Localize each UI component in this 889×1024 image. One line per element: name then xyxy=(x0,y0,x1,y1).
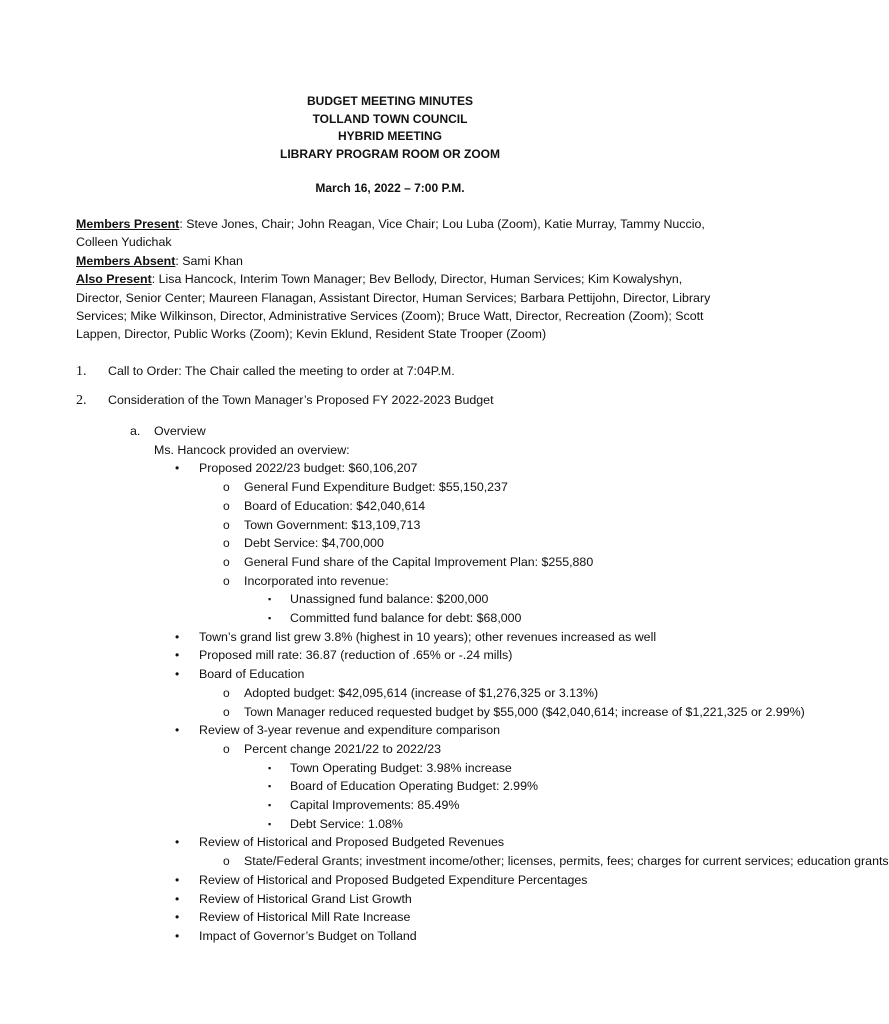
list-item xyxy=(130,890,720,909)
list-item-text: Review of Historical and Proposed Budgeted Expenditure Percentages xyxy=(199,872,588,887)
list-item xyxy=(130,908,720,927)
meeting-date: March 16, 2022 – 7:00 P.M. xyxy=(315,181,465,195)
list-item xyxy=(130,833,720,852)
bullet-circle-icon: o xyxy=(223,685,230,700)
members-absent-label: Members Absent xyxy=(76,253,176,268)
subsection-heading xyxy=(130,422,720,441)
header-location: LIBRARY PROGRAM ROOM OR ZOOM xyxy=(280,146,500,161)
list-item xyxy=(130,684,720,703)
list-item-text: Town Manager reduced requested budget by $55,000 ($42,040,614; increase of $1,221,325 or 2.99%) xyxy=(244,704,805,719)
list-item xyxy=(130,871,720,890)
list-item-text: Capital Improvements: 85.49% xyxy=(290,798,460,813)
list-item xyxy=(130,815,720,834)
bullet-circle-icon: o xyxy=(223,498,230,513)
bullet-dot-icon: • xyxy=(175,723,180,738)
bullet-circle-icon: o xyxy=(223,554,230,569)
bullet-circle-icon: o xyxy=(223,536,230,551)
bullet-dot-icon: • xyxy=(175,835,180,850)
list-item-text: Town’s grand list grew 3.8% (highest in 10 years); other revenues increased as well xyxy=(199,629,657,644)
list-item xyxy=(130,759,720,778)
bullet-circle-icon: o xyxy=(223,573,230,588)
header-council: TOLLAND TOWN COUNCIL xyxy=(312,111,468,126)
list-item-text: Town Operating Budget: 3.98% increase xyxy=(290,760,512,775)
list-item xyxy=(130,553,720,572)
list-item xyxy=(130,516,720,535)
members-present-text: : Steve Jones, Chair; John Reagan, Vice Chair; Lou Luba (Zoom), Katie Murray, Tammy Nuccio, Colleen Yudichak xyxy=(76,217,705,250)
agenda-item-text: Call to Order: The Chair called the meeting to order at 7:04P.M. xyxy=(108,364,455,378)
list-item-text: Debt Service: $4,700,000 xyxy=(244,536,384,551)
bullet-circle-icon: o xyxy=(223,741,230,756)
bullet-square-icon: ▪ xyxy=(268,762,272,773)
list-item-text: Committed fund balance for debt: $68,000 xyxy=(290,611,522,626)
list-item-text: Incorporated into revenue: xyxy=(244,573,389,588)
list-item-text: Review of Historical Mill Rate Increase xyxy=(199,910,411,925)
overview-intro: Ms. Hancock provided an overview: xyxy=(154,442,350,457)
bullet-dot-icon: • xyxy=(175,629,180,644)
list-item-text: Review of Historical Grand List Growth xyxy=(199,891,412,906)
list-item-text: Board of Education Operating Budget: 2.99% xyxy=(290,779,538,794)
list-item-text: Adopted budget: $42,095,614 (increase of $1,276,325 or 3.13%) xyxy=(244,685,599,700)
header-title: BUDGET MEETING MINUTES xyxy=(306,94,473,108)
bullet-circle-icon: o xyxy=(223,704,230,719)
bullet-dot-icon: • xyxy=(175,461,180,476)
also-present xyxy=(76,270,716,344)
list-item xyxy=(130,478,720,497)
attendance-section xyxy=(76,215,716,344)
agenda-item xyxy=(76,364,455,380)
list-item-text: Debt Service: 1.08% xyxy=(290,816,403,831)
list-item xyxy=(130,777,720,796)
list-item xyxy=(130,927,720,946)
list-item-text: Town Government: $13,109,713 xyxy=(244,517,421,532)
agenda-item-number: 2. xyxy=(76,393,87,408)
bullet-circle-icon: o xyxy=(223,480,230,495)
list-item-text: Unassigned fund balance: $200,000 xyxy=(290,592,489,607)
list-item xyxy=(130,721,720,740)
list-item-text: Review of 3-year revenue and expenditure comparison xyxy=(199,723,500,738)
list-item xyxy=(130,572,720,591)
bullet-dot-icon: • xyxy=(175,667,180,682)
list-item-text: Board of Education: $42,040,614 xyxy=(244,498,426,513)
agenda-item xyxy=(76,393,494,409)
bullet-square-icon: ▪ xyxy=(268,800,272,811)
also-present-label: Also Present xyxy=(76,272,152,287)
list-item xyxy=(130,590,720,609)
members-absent-text: : Sami Khan xyxy=(175,253,243,268)
list-item xyxy=(130,665,720,684)
bullet-square-icon: ▪ xyxy=(268,818,272,829)
list-item xyxy=(130,852,889,871)
list-item-text: Board of Education xyxy=(199,667,305,682)
header-meeting-type: HYBRID MEETING xyxy=(337,129,442,143)
bullet-dot-icon: • xyxy=(175,910,180,925)
members-present-label: Members Present xyxy=(76,217,180,231)
list-item xyxy=(130,459,720,478)
list-item xyxy=(130,646,720,665)
list-item xyxy=(130,703,805,722)
list-item-text: Impact of Governor’s Budget on Tolland xyxy=(199,928,417,943)
bullet-dot-icon: • xyxy=(175,928,180,943)
list-item-text: General Fund share of the Capital Improvement Plan: $255,880 xyxy=(244,554,594,569)
bullet-dot-icon: • xyxy=(175,648,180,663)
bullet-square-icon: ▪ xyxy=(268,613,272,624)
agenda-item-text: Consideration of the Town Manager’s Proposed FY 2022-2023 Budget xyxy=(108,393,494,407)
list-item xyxy=(130,796,720,815)
list-item xyxy=(130,628,720,647)
members-absent xyxy=(76,252,716,270)
list-item-text: General Fund Expenditure Budget: $55,150,237 xyxy=(244,480,508,495)
bullet-circle-icon: o xyxy=(223,854,230,869)
bullet-square-icon: ▪ xyxy=(268,594,272,605)
bullet-dot-icon: • xyxy=(175,891,180,906)
subsection-letter: a. xyxy=(130,424,141,438)
agenda-item-number: 1. xyxy=(76,364,87,379)
list-item-text: Percent change 2021/22 to 2022/23 xyxy=(244,741,442,756)
bullet-square-icon: ▪ xyxy=(268,781,272,792)
list-item-text: State/Federal Grants; investment income/other; licenses, permits, fees; charges for current services; education grants xyxy=(244,854,889,869)
list-item xyxy=(130,609,720,628)
list-item xyxy=(130,497,720,516)
bullet-circle-icon: o xyxy=(223,517,230,532)
list-item-text: Proposed mill rate: 36.87 (reduction of .65% or -.24 mills) xyxy=(199,648,513,663)
also-present-text: : Lisa Hancock, Interim Town Manager; Bev Bellody, Director, Human Services; Kim Kowalyshyn, Director, Senior Center; Maureen Flanagan, Assistant Director, Human Services; Barbara Pettijohn, Director, Library Services; Mike Wilkinson, Director, Administrative Services (Zoom); Bruce Watt, Director, Recreation (Zoom); Scott Lappen, Director, Public Works (Zoom); Kevin Eklund, Resident State Trooper (Zoom) xyxy=(76,272,711,342)
list-item xyxy=(130,740,720,759)
minutes-header xyxy=(0,93,780,198)
subsection-title: Overview xyxy=(154,424,206,438)
members-present xyxy=(76,215,716,252)
overview-section xyxy=(130,422,889,946)
list-item-text: Review of Historical and Proposed Budgeted Revenues xyxy=(199,835,505,850)
bullet-dot-icon: • xyxy=(175,872,180,887)
list-item-text: Proposed 2022/23 budget: $60,106,207 xyxy=(199,461,418,476)
list-item xyxy=(130,534,720,553)
